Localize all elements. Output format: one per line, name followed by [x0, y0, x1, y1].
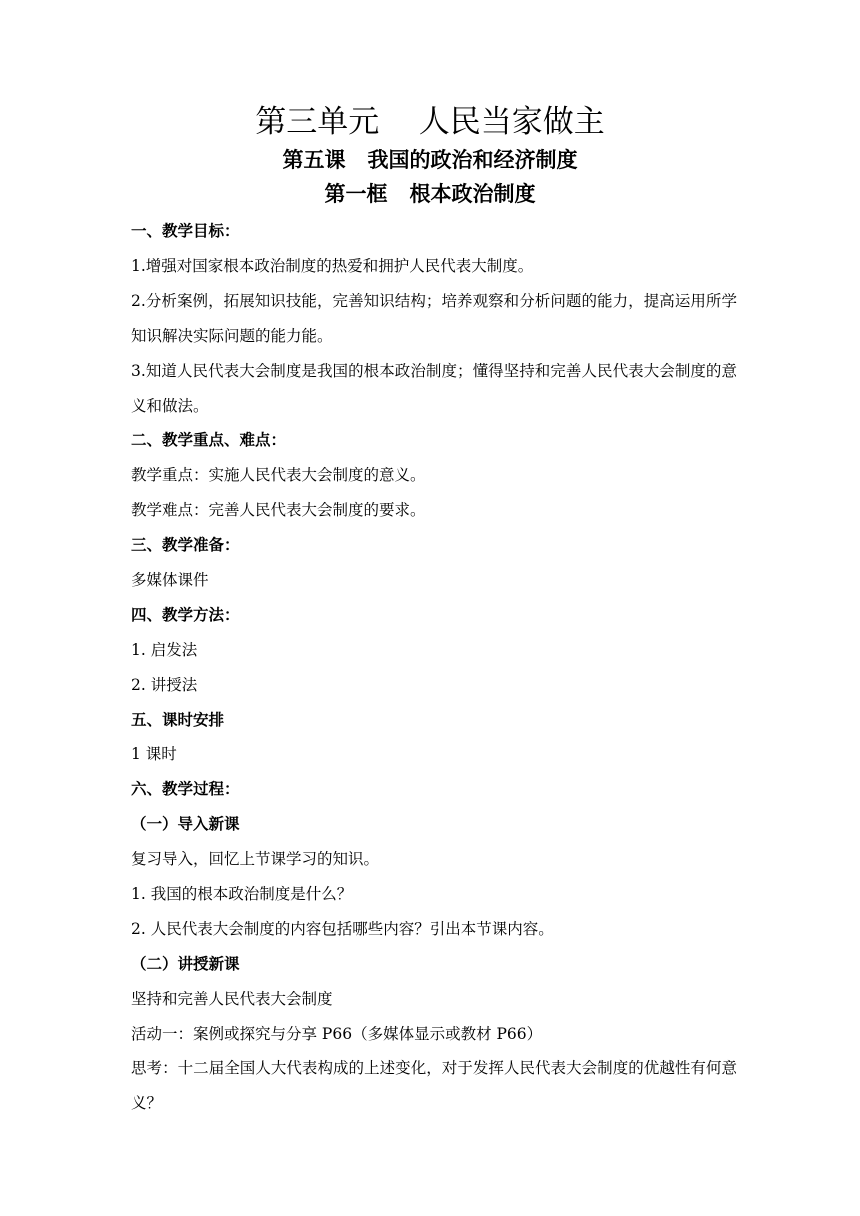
heading-preparation: 三、教学准备：: [131, 536, 240, 555]
schedule-text: 1 课时: [131, 745, 177, 764]
heading-process: 六、教学过程：: [131, 780, 240, 799]
key-point: 教学重点：实施人民代表大会制度的意义。: [131, 466, 426, 485]
thinking-question: 思考：十二届全国人大代表构成的上述变化，对于发挥人民代表大会制度的优越性有何意义？: [131, 1059, 737, 1113]
introduction-text: 复习导入，回忆上节课学习的知识。: [131, 850, 380, 869]
subheading-new-lesson: （二）讲授新课: [131, 954, 240, 973]
goal-item-2: 2.分析案例，拓展知识技能，完善知识结构；培养观察和分析问题的能力，提高运用所学知识解决实际问题的能力能。: [131, 291, 737, 345]
heading-schedule: 五、课时安排: [131, 710, 225, 729]
heading-key-points: 二、教学重点、难点：: [131, 431, 287, 450]
review-question-1: 1. 我国的根本政治制度是什么？: [131, 884, 353, 903]
activity-one: 活动一：案例或探究与分享 P66（多媒体显示或教材 P66）: [131, 1024, 543, 1043]
heading-teaching-goals: 一、教学目标：: [131, 222, 240, 240]
method-item-1: 1. 启发法: [131, 640, 198, 659]
subheading-introduction: （一）导入新课: [131, 815, 240, 834]
lesson-title: 第五课 我国的政治和经济制度: [282, 148, 578, 172]
goal-item-3: 3.知道人民代表大会制度是我国的根本政治制度；懂得坚持和完善人民代表大会制度的意义和做法。: [131, 361, 737, 415]
difficult-point: 教学难点：完善人民代表大会制度的要求。: [131, 501, 426, 520]
preparation-text: 多媒体课件: [131, 570, 209, 589]
goal-item-1: 1.增强对国家根本政治制度的热爱和拥护人民代表大制度。: [131, 256, 534, 275]
unit-title: 第三单元 人民当家做主: [255, 104, 605, 140]
document-body: [131, 214, 737, 1121]
heading-methods: 四、教学方法：: [131, 605, 240, 624]
new-lesson-topic: 坚持和完善人民代表大会制度: [131, 989, 333, 1008]
method-item-2: 2. 讲授法: [131, 675, 198, 694]
review-question-2: 2. 人民代表大会制度的内容包括哪些内容？引出本节课内容。: [131, 919, 554, 938]
section-title: 第一框 根本政治制度: [324, 182, 536, 206]
